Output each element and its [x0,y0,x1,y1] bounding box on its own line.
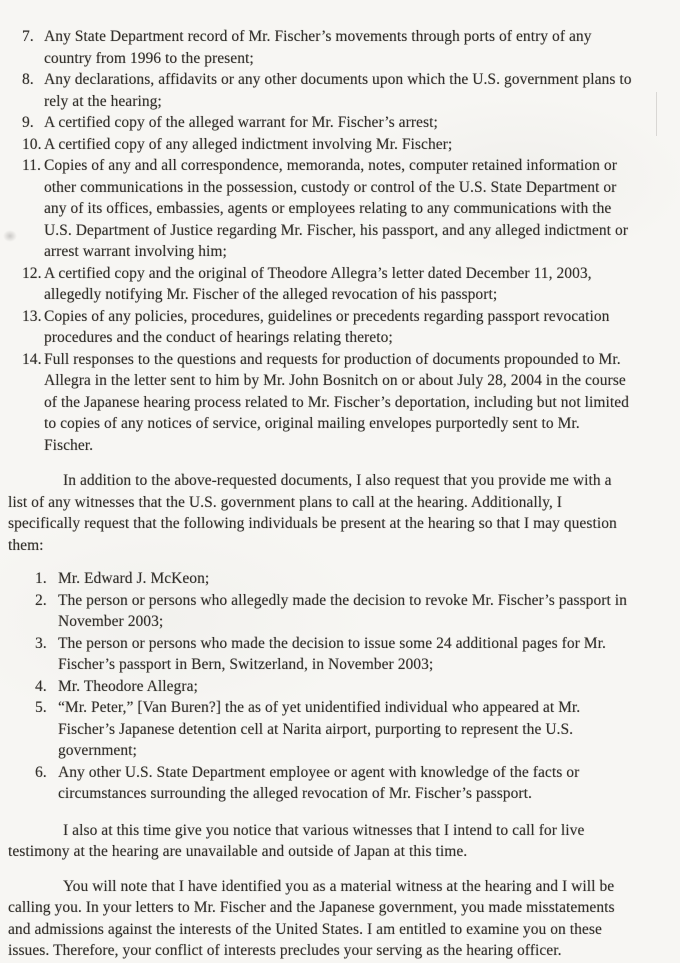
item-text: Copies of any policies, procedures, guidelines or precedents regarding passport revocation procedures and the conduct of hearings relating thereto; [44,307,610,346]
paragraph-witness-unavailability: I also at this time give you notice that various witnesses that I intend to call for live testimony at the hearing are unavailable and outside of Japan at this time. [8,821,585,860]
item-number: 6. [35,763,47,781]
request-list-item [22,26,632,69]
item-number: 7. [22,28,34,45]
item-text: Any State Department record of Mr. Fischer’s movements through ports of entry of any country from 1996 to the present; [44,28,592,67]
individuals-list [35,568,632,805]
item-number: 11. [22,157,41,174]
request-list-item [22,69,632,112]
request-list-item [22,263,632,306]
item-number: 5. [35,699,47,716]
individual-list-item [35,762,632,805]
item-number: 10. [22,135,42,153]
item-text: Copies of any and all correspondence, memoranda, notes, computer retained information or other communications in the possession, custody or control of the U.S. State Department or any of its offices, embassies, agents or employees relating to any communications with the U.S. Department of Justice regarding Mr. Fischer, his passport, and any alleged indictment or arrest warrant involving him; [44,157,628,260]
item-text: The person or persons who made the decision to issue some 24 additional pages for Mr. Fischer’s passport in Bern, Switzerland, in November 2003; [58,634,606,673]
item-number: 2. [35,591,47,609]
paragraph-material-witness: You will note that I have identified you as a material witness at the hearing and I will be calling you. In your letters to Mr. Fischer and the Japanese government, you made misstatements and admissions against the interests of the United States. I am entitled to examine you on these issues. Therefore, your conflict of interests precludes your serving as the hearing officer. [8,877,615,959]
item-text: A certified copy of the alleged warrant for Mr. Fischer’s arrest; [44,114,438,131]
item-text: “Mr. Peter,” [Van Buren?] the as of yet unidentified individual who appeared at Mr. Fischer’s Japanese detention cell at Narita airport, purporting to represent the U.S. government; [58,699,581,759]
item-number: 3. [35,634,47,652]
individual-list-item [35,676,632,698]
item-text: Mr. Edward J. McKeon; [58,570,210,587]
item-number: 1. [35,570,47,587]
request-list-item [22,112,632,134]
request-list-item [22,349,632,457]
scan-streak-artifact [656,92,657,136]
item-number: 4. [35,677,47,695]
item-text: A certified copy and the original of Theodore Allegra’s letter dated December 11, 2003, allegedly notifying Mr. Fischer of the alleged revocation of his passport; [44,264,592,303]
item-text: The person or persons who allegedly made the decision to revoke Mr. Fischer’s passport in November 2003; [58,591,627,630]
item-number: 12. [22,264,42,282]
item-number: 13. [22,307,42,325]
item-text: A certified copy of any alleged indictment involving Mr. Fischer; [44,135,453,153]
item-text: Any declarations, affidavits or any other documents upon which the U.S. government plans to rely at the hearing; [44,71,632,110]
item-text: Full responses to the questions and requests for production of documents propounded to Mr. Allegra in the letter sent to him by Mr. John Bosnitch on or about July 28, 2004 in the course of the Japanese hearing process related to Mr. Fischer’s deportation, including but not limited to copies of any notices of service, original mailing envelopes purportedly sent to Mr. Fischer. [44,350,629,454]
individual-list-item [35,697,632,762]
item-number: 9. [22,114,34,131]
individual-list-item [35,590,632,633]
individual-list-item [35,568,632,590]
scan-smudge-artifact [3,230,17,242]
item-number: 14. [22,350,42,368]
request-list-item [22,155,632,263]
item-text: Mr. Theodore Allegra; [58,677,198,695]
paragraph-additional-request: In addition to the above-requested documents, I also request that you provide me with a list of any witnesses that the U.S. government plans to call at the hearing. Additionally, I specifically request that the following individuals be present at the hearing so that I may question them: [8,472,617,554]
item-text: Any other U.S. State Department employee or agent with knowledge of the facts or circumstances surrounding the alleged revocation of Mr. Fischer’s passport. [58,763,580,802]
document-requests-list [22,26,632,456]
individual-list-item [35,633,632,676]
request-list-item [22,306,632,349]
request-list-item [22,134,632,156]
item-number: 8. [22,71,34,88]
